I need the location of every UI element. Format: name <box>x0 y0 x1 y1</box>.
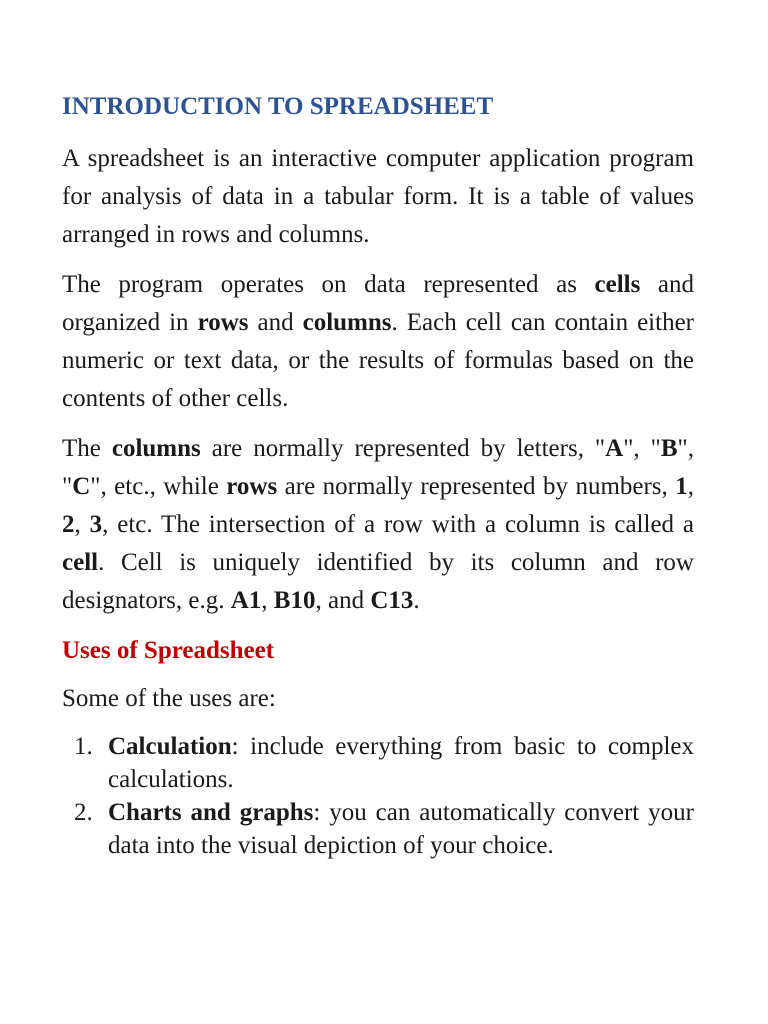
text-run: . <box>413 587 420 614</box>
bold-term-rows: rows <box>226 473 278 500</box>
bold-letter-a: A <box>605 435 624 462</box>
bold-ref-a1: A1 <box>230 587 262 614</box>
text-run: , etc. The intersection of a row with a column is called a <box>102 511 694 538</box>
list-number: 2. <box>74 799 93 826</box>
bold-ref-c13: C13 <box>370 587 414 614</box>
list-item-description: : you can automatically convert your data into the visual depiction of your choice. <box>108 799 694 859</box>
bold-term-rows: rows <box>197 309 249 336</box>
bold-term-cell: cell <box>62 549 99 576</box>
text-run: , and <box>315 587 371 614</box>
bold-number-1: 1 <box>675 473 688 500</box>
intro-paragraph: A spreadsheet is an interactive computer application program for analysis of data in a tabular form. It is a table of values arranged in rows and columns. <box>62 145 694 248</box>
bold-term-columns: columns <box>302 309 392 336</box>
text-run: and <box>248 309 303 336</box>
text-run: are normally represented by letters, " <box>200 435 606 462</box>
text-run: The <box>62 435 112 462</box>
cells-paragraph <box>62 266 694 418</box>
text-run: are normally represented by numbers, <box>277 473 676 500</box>
uses-intro: Some of the uses are: <box>62 685 276 712</box>
columns-rows-paragraph <box>62 430 694 620</box>
list-item <box>62 796 694 862</box>
list-number: 1. <box>74 733 93 760</box>
list-item-text <box>108 730 694 796</box>
list-item <box>62 730 694 796</box>
page-title: INTRODUCTION TO SPREADSHEET <box>62 93 494 120</box>
text-run: ", etc., while <box>90 473 227 500</box>
uses-list <box>62 730 694 862</box>
text-run: . Cell is uniquely identified by its column and row designators, e.g. <box>62 549 694 614</box>
bold-number-2: 2 <box>62 511 75 538</box>
bold-letter-c: C <box>72 473 91 500</box>
text-run: The program operates on data represented as <box>62 271 595 298</box>
bold-term-columns: columns <box>111 435 201 462</box>
text-run: , <box>687 473 694 500</box>
text-run: , <box>74 511 90 538</box>
uses-heading: Uses of Spreadsheet <box>62 637 275 664</box>
text-run: ", " <box>62 435 694 500</box>
list-item-term: Charts and graphs <box>108 799 314 826</box>
text-run: ", " <box>623 435 661 462</box>
bold-number-3: 3 <box>89 511 103 538</box>
list-item-description: : include everything from basic to complex calculations. <box>108 733 694 793</box>
bold-ref-b10: B10 <box>273 587 316 614</box>
text-run: , <box>261 587 274 614</box>
bold-term-cells: cells <box>594 271 641 298</box>
text-run: and organized in <box>62 271 694 336</box>
list-item-text <box>108 796 694 862</box>
text-run: . Each cell can contain either numeric or text data, or the results of formulas based on the contents of other cells. <box>62 309 694 412</box>
bold-letter-b: B <box>660 435 678 462</box>
list-item-term: Calculation <box>108 733 232 760</box>
